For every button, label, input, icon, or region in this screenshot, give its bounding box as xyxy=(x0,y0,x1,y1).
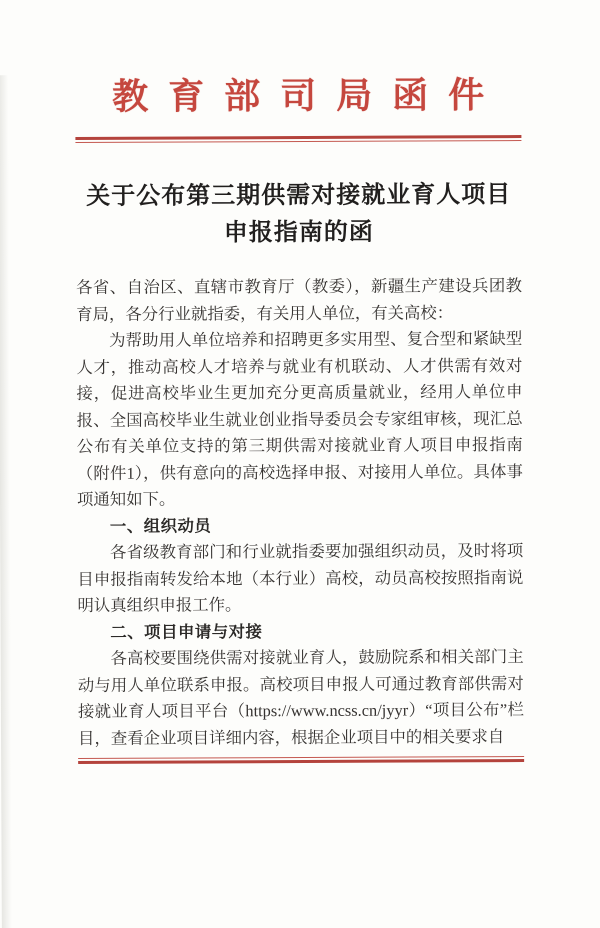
letterhead-title: 教育部司局函件 xyxy=(112,75,505,117)
section-heading-2: 二、项目申请与对接 xyxy=(110,622,263,642)
section-body-2: 各高校要围绕供需对接就业育人，鼓励院系和相关部门主动与用人单位联系申报。高校项目申报人可通过教育部供需对接就业育人项目平台（https://www.ncss.cn/jyyr）“项目公布”栏目，查看企业项目详细内容，根据企业项目中的相关要求自 xyxy=(77,647,524,748)
document-title xyxy=(76,177,522,253)
document-title-line-1: 关于公布第三期供需对接就业育人项目 xyxy=(86,182,512,210)
document-title-line-2: 申报指南的函 xyxy=(223,219,374,247)
section-heading-1: 一、组织动员 xyxy=(109,516,212,536)
scan-left-edge-shadow xyxy=(0,75,12,928)
section-body-1: 各省级教育部门和行业就指委要加强组织动员，及时将项目申报指南转发给本地（本行业）高校，动员高校按照指南说明认真组织申报工作。 xyxy=(77,541,524,615)
letter-content xyxy=(75,73,524,764)
scanned-letter-page xyxy=(0,73,600,928)
letterhead-divider-rule xyxy=(75,135,521,143)
intro-paragraph: 为帮助用人单位培养和招聘更多实用型、复合型和紧缺型人才，推动高校人才培养与就业有机联动、人才供需有效对接，促进高校毕业生更加充分更高质量就业，经用人单位申报、全国高校毕业生就业创业指导委员会专家组审核，现汇总公布有关单位支持的第三期供需对接就业育人项目申报指南（附件1），供有意向的高校选择申报、对接用人单位。具体事项通知如下。 xyxy=(76,329,523,509)
page-footer-rule xyxy=(78,756,524,764)
letter-body xyxy=(76,273,524,752)
salutation: 各省、自治区、直辖市教育厅（教委），新疆生产建设兵团教育局，各分行业就指委，有关用人单位，有关高校： xyxy=(76,276,523,324)
